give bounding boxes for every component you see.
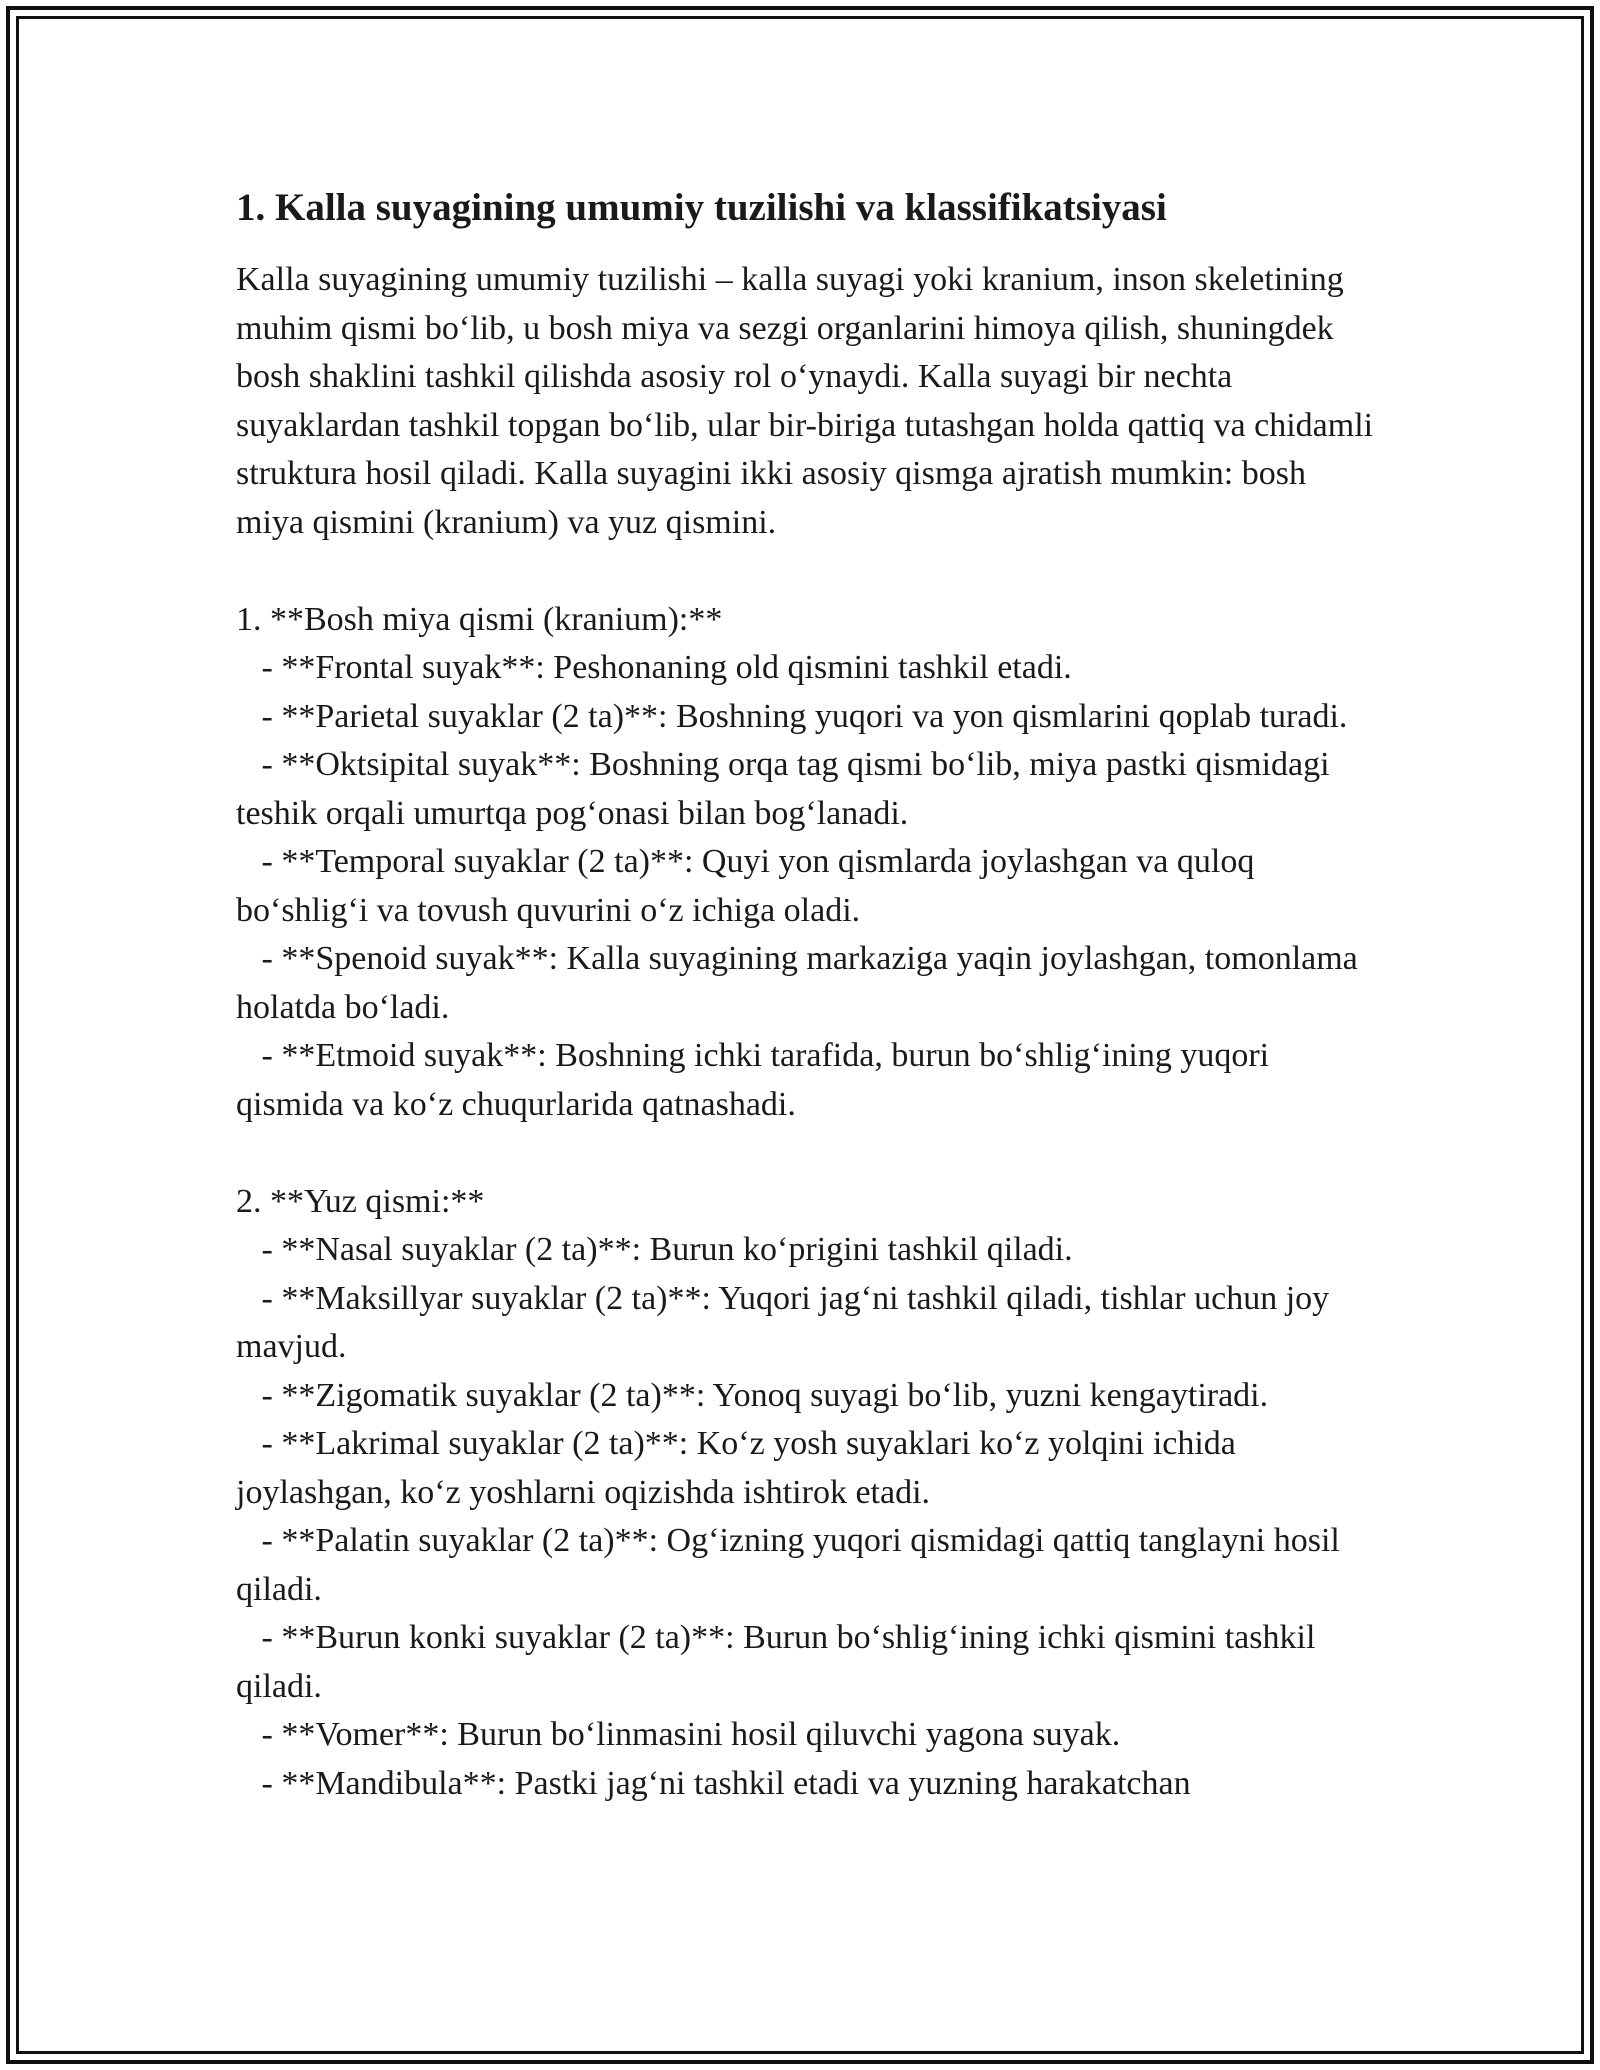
list-item-frontal: - **Frontal suyak**: Peshonaning old qismini tashkil etadi.: [236, 649, 1072, 686]
list-item-parietal: - **Parietal suyaklar (2 ta)**: Boshning yuqori va yon qismlarini qoplab turadi.: [236, 697, 1348, 735]
face-list: [236, 1178, 1376, 1809]
list-item-oktsipital: - **Oktsipital suyak**: Boshning orqa tag qismi bo‘lib, miya pastki qismidagi teshik orqali umurtqa pog‘onasi bilan bog‘lanadi.: [236, 746, 1339, 832]
paragraph-gap: [236, 547, 1376, 596]
list-item-spenoid: - **Spenoid suyak**: Kalla suyagining markaziga yaqin joylashgan, tomonlama holatda bo‘ladi.: [236, 940, 1367, 1026]
list-item-nasal: - **Nasal suyaklar (2 ta)**: Burun ko‘prigini tashkil qiladi.: [236, 1231, 1073, 1268]
list-item-maksillyar: - **Maksillyar suyaklar (2 ta)**: Yuqori jag‘ni tashkil qiladi, tishlar uchun joy mavjud.: [236, 1279, 1338, 1365]
list-item-mandibula: - **Mandibula**: Pastki jag‘ni tashkil etadi va yuzning harakatchan: [236, 1764, 1191, 1802]
list-item-lakrimal: - **Lakrimal suyaklar (2 ta)**: Ko‘z yosh suyaklari ko‘z yolqini ichida joylashgan, ko‘z yoshlarni oqizishda ishtirok etadi.: [236, 1425, 1245, 1511]
paragraph-gap: [236, 1129, 1376, 1178]
list-item-vomer: - **Vomer**: Burun bo‘linmasini hosil qiluvchi yagona suyak.: [236, 1716, 1121, 1753]
list-item-burun-konki: - **Burun konki suyaklar (2 ta)**: Burun bo‘shlig‘ining ichki qismini tashkil qiladi.: [236, 1619, 1324, 1705]
cranium-list-title: 1. **Bosh miya qismi (kranium):**: [236, 600, 723, 638]
face-list-title: 2. **Yuz qismi:**: [236, 1182, 485, 1220]
document-body: [236, 185, 1376, 1808]
section-heading: 1. Kalla suyagining umumiy tuzilishi va klassifikatsiyasi: [236, 186, 1167, 229]
cranium-list: [236, 596, 1376, 1130]
list-item-temporal: - **Temporal suyaklar (2 ta)**: Quyi yon qismlarda joylashgan va quloq bo‘shlig‘i va tovush quvurini o‘z ichiga oladi.: [236, 843, 1263, 929]
list-item-etmoid: - **Etmoid suyak**: Boshning ichki tarafida, burun bo‘shlig‘ining yuqori qismida va ko‘z chuqurlarida qatnashadi.: [236, 1037, 1278, 1123]
list-item-zigomatik: - **Zigomatik suyaklar (2 ta)**: Yonoq suyagi bo‘lib, yuzni kengaytiradi.: [236, 1376, 1269, 1414]
intro-paragraph: Kalla suyagining umumiy tuzilishi – kalla suyagi yoki kranium, inson skeletining muhim qismi bo‘lib, u bosh miya va sezgi organlarini himoya qilish, shuningdek bosh shaklini tashkil qilishda asosiy rol o‘ynaydi. Kalla suyagi bir nechta suyaklardan tashkil topgan bo‘lib, ular bir-biriga tutashgan holda qattiq va chidamli struktura hosil qiladi. Kalla suyagini ikki asosiy qismga ajratish mumkin: bosh miya qismini (kranium) va yuz qismini.: [236, 261, 1374, 541]
list-item-palatin: - **Palatin suyaklar (2 ta)**: Og‘izning yuqori qismidagi qattiq tanglayni hosil qiladi.: [236, 1522, 1349, 1608]
